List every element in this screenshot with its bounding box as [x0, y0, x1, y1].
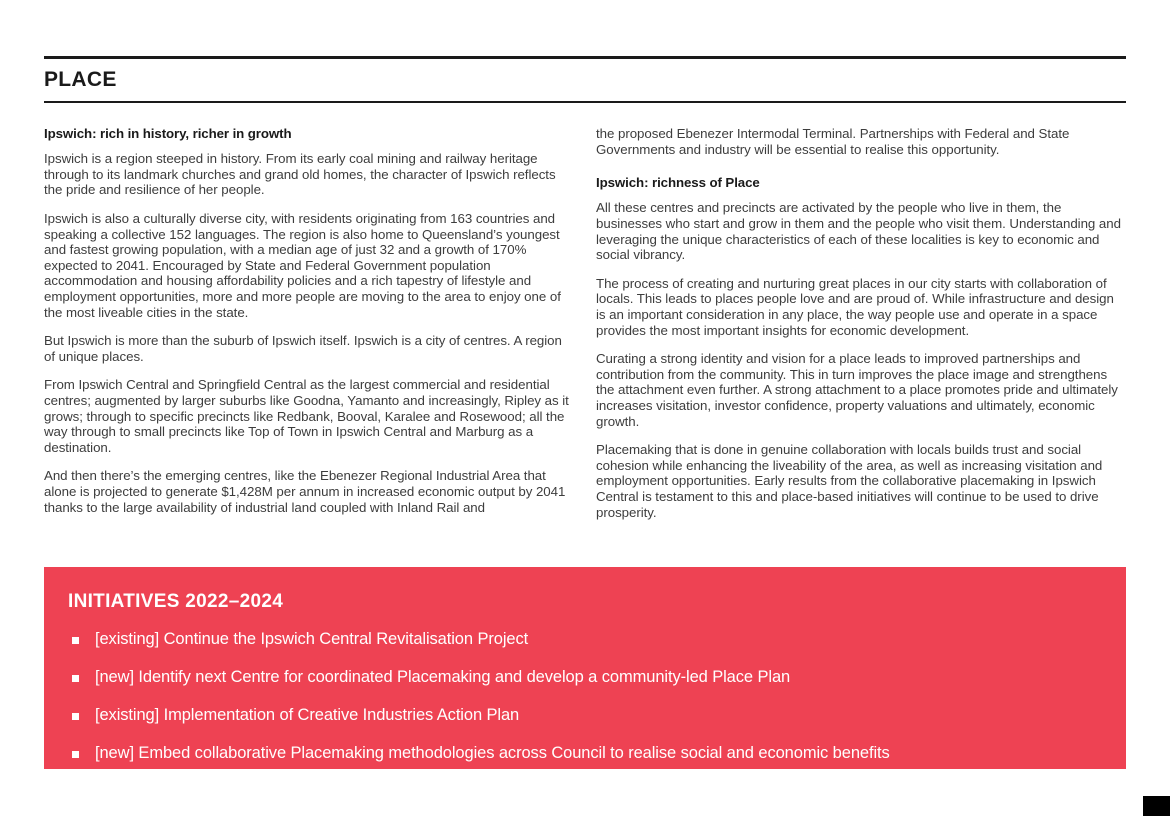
corner-mark: [1143, 796, 1170, 816]
paragraph: And then there’s the emerging centres, like the Ebenezer Regional Industrial Area that alone is projected to generate $1,428M per annum in increased economic output by 2041 thanks to the large availability of industrial land coupled with Inland Rail and: [44, 468, 566, 515]
right-column-heading: Ipswich: richness of Place: [596, 175, 760, 191]
square-bullet-icon: [72, 637, 79, 644]
initiatives-list: [68, 630, 1086, 763]
paragraph: Curating a strong identity and vision for a place leads to improved partnerships and contribution from the community. This in turn improves the place image and strengthens the attachment even further. A strong attachment to a place promotes pride and ultimately increases visitation, investor confidence, property valuations and ultimately, economic growth.: [596, 351, 1118, 429]
list-item-label: [new] Embed collaborative Placemaking methodologies across Council to realise social and economic benefits: [95, 744, 890, 762]
page-title: PLACE: [44, 68, 117, 91]
initiatives-title: INITIATIVES 2022–2024: [68, 591, 284, 612]
right-column: [596, 126, 1123, 520]
list-item: [68, 630, 1086, 649]
list-item: [68, 744, 1086, 763]
paragraph: From Ipswich Central and Springfield Central as the largest commercial and residential centres; augmented by larger suburbs like Goodna, Yamanto and increasingly, Ripley as it grows; through to specific precincts like Redbank, Booval, Karalee and Rosewood; all the way through to small precincts like Top of Town in Ipswich Central and Marburg as a destination.: [44, 377, 569, 455]
square-bullet-icon: [72, 751, 79, 758]
paragraph: But Ipswich is more than the suburb of Ipswich itself. Ipswich is a city of centres. A region of unique places.: [44, 333, 562, 364]
paragraph: Placemaking that is done in genuine collaboration with locals builds trust and social cohesion while enhancing the liveability of the area, as well as increasing visitation and employment opportunities. Early results from the collaborative placemaking in Ipswich Central is testament to this and place-based initiatives will continue to be used to drive prosperity.: [596, 442, 1103, 520]
initiatives-panel: [44, 567, 1126, 769]
list-item: [68, 706, 1086, 725]
section-rule-top: [44, 56, 1126, 59]
list-item-label: [new] Identify next Centre for coordinated Placemaking and develop a community-led Place Plan: [95, 668, 791, 686]
paragraph: All these centres and precincts are activated by the people who live in them, the businesses who start and grow in them and the people who visit them. Understanding and leveraging the unique characteristics of each of these localities is key to economic and social vibrancy.: [596, 200, 1121, 263]
left-column-heading: Ipswich: rich in history, richer in growth: [44, 126, 292, 141]
paragraph: Ipswich is also a culturally diverse city, with residents originating from 163 countries and speaking a collective 152 languages. The region is also home to Queensland’s youngest and fastest growing population, with a median age of just 32 and a growth of 170% expected to 2041. Encouraged by State and Federal Government population accommodation and housing affordability policies and a rich tapestry of lifestyle and employment opportunities, more and more people are moving to the area to enjoy one of the most liveable cities in the state.: [44, 211, 561, 320]
list-item: [68, 668, 1086, 687]
section-rule-bottom: [44, 101, 1126, 103]
left-column: [44, 126, 571, 515]
paragraph: Ipswich is a region steeped in history. From its early coal mining and railway heritage through to its landmark churches and grand old homes, the character of Ipswich reflects the pride and resilience of her people.: [44, 151, 556, 198]
square-bullet-icon: [72, 675, 79, 682]
list-item-label: [existing] Implementation of Creative Industries Action Plan: [95, 706, 520, 724]
square-bullet-icon: [72, 713, 79, 720]
paragraph-continuation: the proposed Ebenezer Intermodal Terminal. Partnerships with Federal and State Governments and industry will be essential to realise this opportunity.: [596, 126, 1070, 157]
paragraph: The process of creating and nurturing great places in our city starts with collaboration of locals. This leads to places people love and are proud of. While infrastructure and design is an important consideration in any place, the way people use and operate in a space provides the most important insights for economic development.: [596, 275, 1114, 338]
list-item-label: [existing] Continue the Ipswich Central Revitalisation Project: [95, 630, 529, 648]
